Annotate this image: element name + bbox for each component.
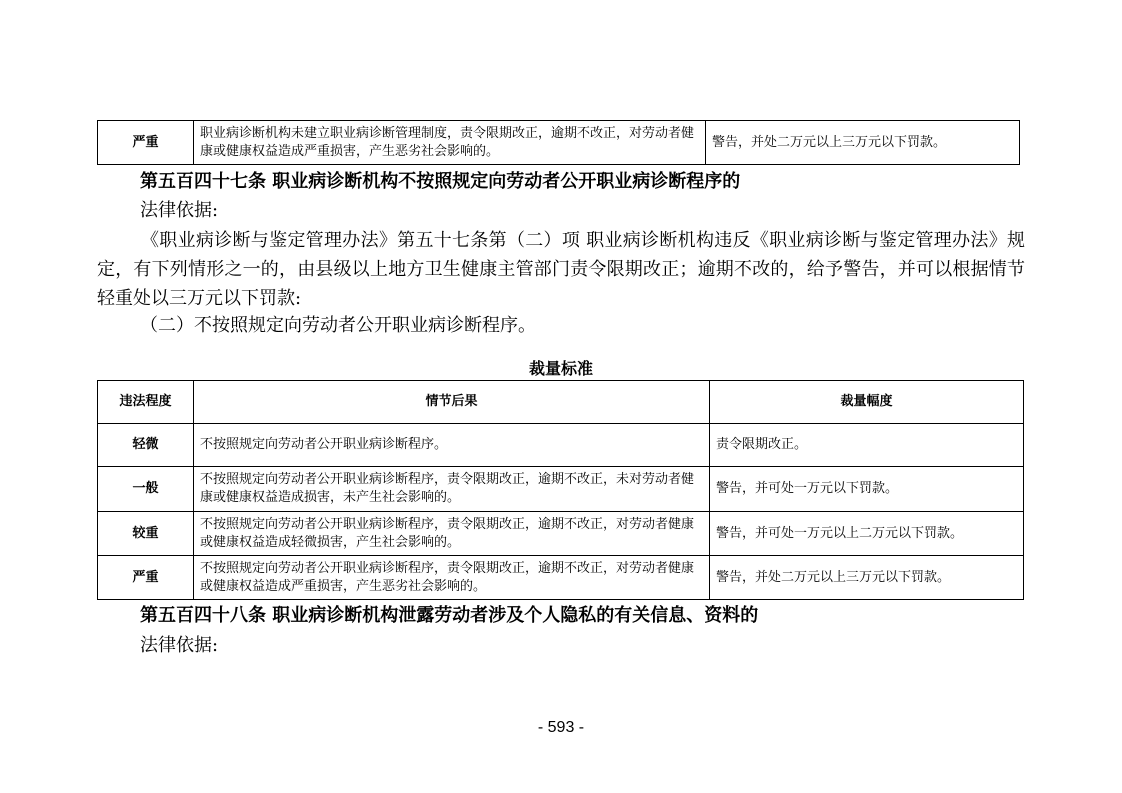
article-548-basis-label: 法律依据:	[140, 635, 219, 656]
penalty-cell: 责令限期改正。	[710, 424, 1024, 467]
severity-cell: 较重	[98, 512, 194, 556]
article-547-item: （二）不按照规定向劳动者公开职业病诊断程序。	[140, 315, 536, 336]
table-row	[98, 512, 1024, 556]
severity-cell: 轻微	[98, 424, 194, 467]
penalty-cell: 警告，并处二万元以上三万元以下罚款。	[706, 121, 1020, 165]
circumstance-cell: 不按照规定向劳动者公开职业病诊断程序，责令限期改正，逾期不改正，对劳动者健康或健康权益造成轻微损害，产生社会影响的。	[194, 512, 710, 556]
table-row	[98, 556, 1024, 600]
header-severity: 违法程度	[98, 381, 194, 424]
circumstance-cell: 不按照规定向劳动者公开职业病诊断程序。	[194, 424, 710, 467]
article-548-title: 第五百四十八条 职业病诊断机构泄露劳动者涉及个人隐私的有关信息、资料的	[140, 605, 759, 626]
article-547-basis-label: 法律依据:	[140, 200, 219, 221]
circumstance-cell: 不按照规定向劳动者公开职业病诊断程序，责令限期改正，逾期不改正，对劳动者健康或健康权益造成严重损害，产生恶劣社会影响的。	[194, 556, 710, 600]
header-penalty: 裁量幅度	[710, 381, 1024, 424]
table-row	[98, 121, 1020, 165]
table-row	[98, 424, 1024, 467]
table-header-row	[98, 381, 1024, 424]
penalty-cell: 警告，并可处一万元以上二万元以下罚款。	[710, 512, 1024, 556]
severity-cell: 一般	[98, 467, 194, 512]
circumstance-cell: 职业病诊断机构未建立职业病诊断管理制度，责令限期改正，逾期不改正，对劳动者健康或健康权益造成严重损害，产生恶劣社会影响的。	[194, 121, 706, 165]
previous-article-table	[97, 120, 1020, 165]
standard-table	[97, 380, 1024, 600]
standard-table-caption: 裁量标准	[528, 359, 593, 378]
severity-cell: 严重	[98, 121, 194, 165]
severity-cell: 严重	[98, 556, 194, 600]
header-circumstance: 情节后果	[194, 381, 710, 424]
article-547-basis-text: 《职业病诊断与鉴定管理办法》第五十七条第（二）项 职业病诊断机构违反《职业病诊断与鉴定管理办法》规定，有下列情形之一的，由县级以上地方卫生健康主管部门责令限期改正；逾期不改的，给予警告，并可以根据情节轻重处以三万元以下罚款:	[97, 230, 1025, 309]
penalty-cell: 警告，并可处一万元以下罚款。	[710, 467, 1024, 512]
page-number: - 593 -	[537, 719, 585, 736]
penalty-cell: 警告，并处二万元以上三万元以下罚款。	[710, 556, 1024, 600]
circumstance-cell: 不按照规定向劳动者公开职业病诊断程序，责令限期改正，逾期不改正，未对劳动者健康或健康权益造成损害，未产生社会影响的。	[194, 467, 710, 512]
article-547-title: 第五百四十七条 职业病诊断机构不按照规定向劳动者公开职业病诊断程序的	[140, 171, 741, 192]
table-row	[98, 467, 1024, 512]
